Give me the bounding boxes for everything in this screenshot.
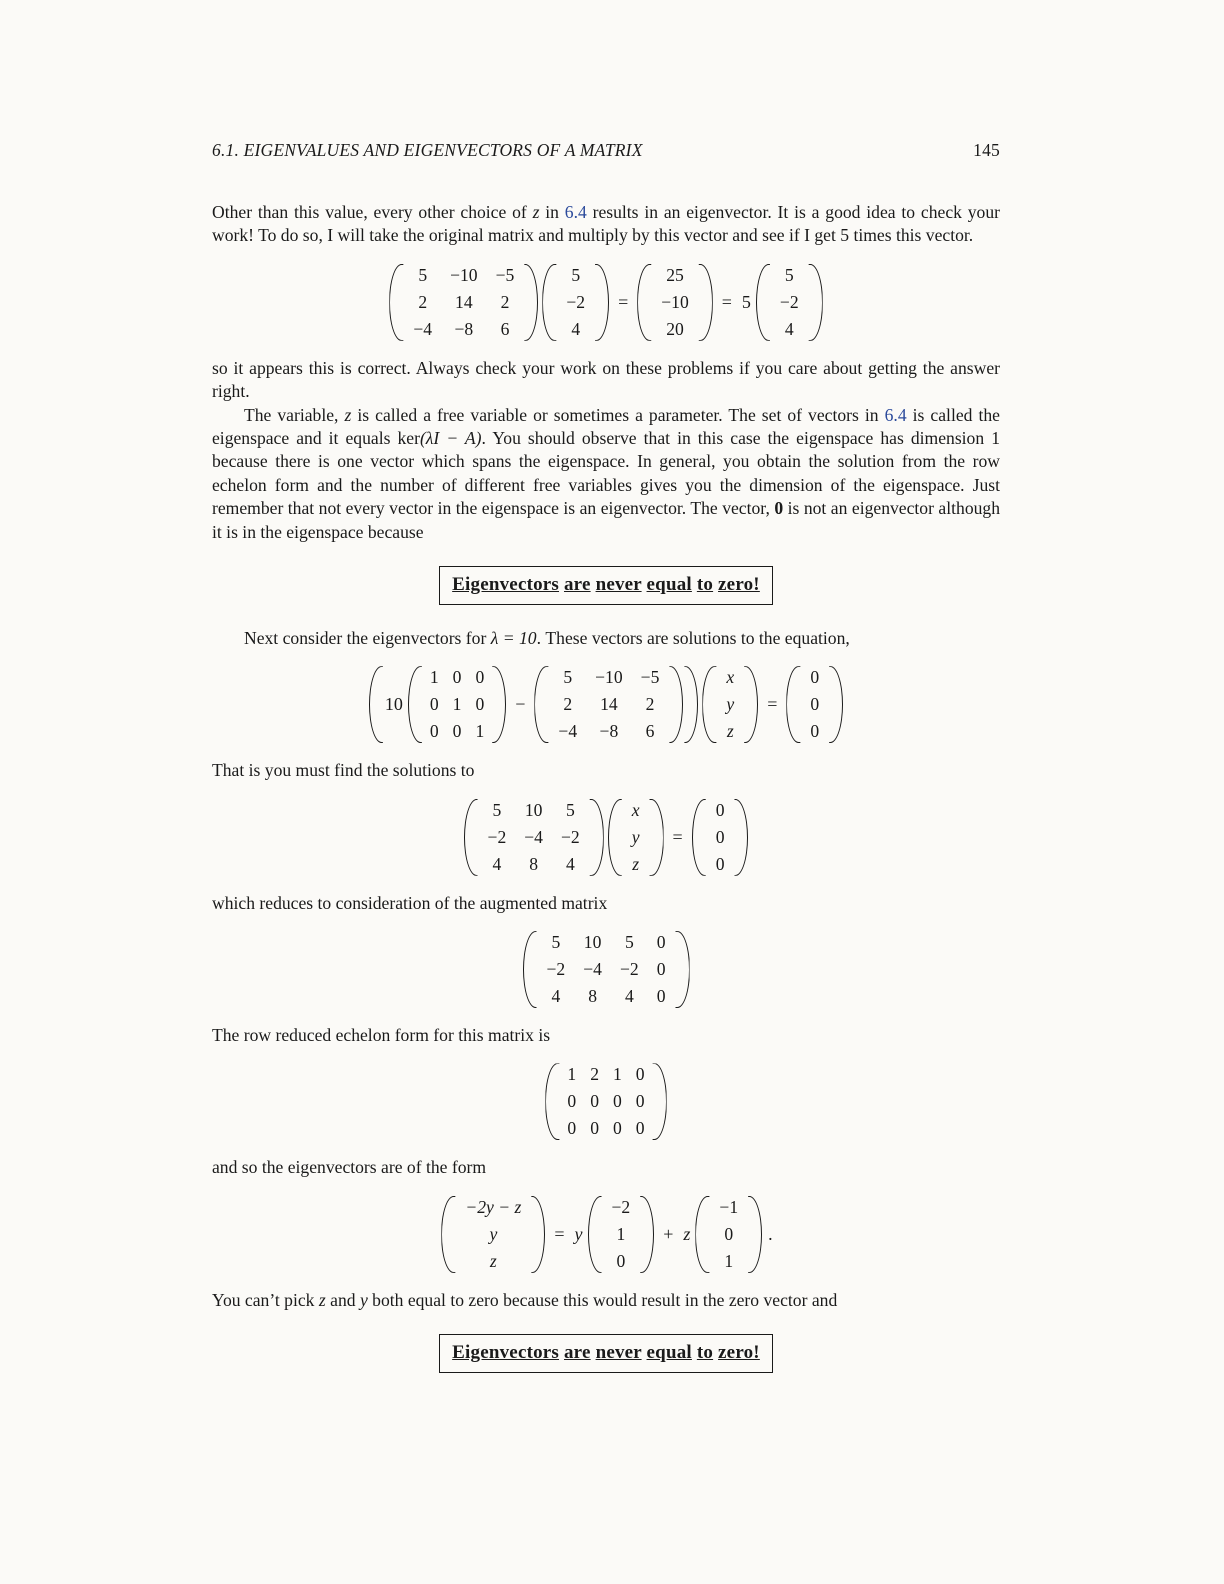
cell: 2 [590, 1064, 599, 1085]
cell: 5 [624, 932, 634, 953]
matrix-M-grid [479, 797, 589, 878]
identity-matrix-grid [423, 664, 491, 745]
cell: −4 [413, 318, 433, 339]
slogan-word-6: zero! [718, 573, 760, 595]
slogan-word-3: never [595, 573, 642, 595]
cell: −1 [719, 1196, 739, 1217]
identity-matrix [406, 664, 508, 745]
p3-kernel-expression: (λI − A) [419, 427, 482, 448]
cell: 0 [613, 1091, 622, 1112]
cell: −10 [450, 264, 478, 285]
cross-reference-6-4-second[interactable]: 6.4 [884, 404, 907, 425]
paren-left [588, 1194, 601, 1275]
equation-rref-matrix [212, 1061, 1000, 1142]
paren-right [810, 262, 823, 343]
cell: 5 [563, 667, 573, 688]
matrix-A-grid [404, 262, 523, 343]
cell: 0 [810, 667, 820, 688]
equals-sign-2: = [721, 291, 732, 312]
paren-left [608, 797, 621, 878]
cell: −8 [454, 318, 474, 339]
cell: −10 [595, 667, 623, 688]
cell: 1 [724, 1250, 734, 1271]
p4-text-b: . These vectors are solutions to the equation, [536, 627, 850, 648]
p1-text-a: Other than this value, every other choice of [212, 202, 533, 222]
p1-text-c: results in an eigenvector. It is a good idea to check your work! To do so, I will take the original matrix and multiply by this vector and see if I get 5 times this vector. [212, 202, 1000, 246]
cell: 4 [551, 986, 561, 1007]
cell: 0 [567, 1118, 577, 1139]
rref-matrix-grid [560, 1061, 651, 1142]
paren-right [677, 929, 690, 1010]
cell: 4 [571, 318, 581, 339]
cell: y [489, 1223, 498, 1244]
p1-var-z: z [532, 202, 540, 222]
cell: 5 [492, 799, 502, 820]
cell: −2 [619, 959, 639, 980]
p4-lambda-value: λ = 10 [490, 627, 537, 648]
slogan-word-5: to [696, 1342, 714, 1364]
cell: 2 [500, 291, 510, 312]
cell: 0 [656, 932, 666, 953]
p3-text-a: The variable, [244, 404, 345, 425]
cell: 4 [565, 853, 575, 874]
cell: z [489, 1250, 497, 1271]
paren-right [685, 664, 698, 745]
cell: 0 [715, 826, 725, 847]
scalar-y: y [574, 1223, 583, 1244]
p3-text-b: is called a free variable or sometimes a parameter. The set of vectors in [351, 404, 885, 425]
cell: 25 [666, 264, 684, 285]
equals-sign: = [672, 826, 683, 847]
cell: −4 [524, 826, 543, 847]
paren-right [651, 797, 664, 878]
cell: 0 [616, 1250, 626, 1271]
cell: 6 [645, 721, 655, 742]
paren-left [695, 1194, 708, 1275]
cell: 14 [455, 291, 473, 312]
vector-v [540, 262, 611, 343]
cell: 0 [656, 986, 666, 1007]
page-number: 145 [973, 140, 1000, 160]
paren-left [523, 929, 536, 1010]
paren-right [830, 664, 843, 745]
scalar-5: 5 [741, 291, 751, 312]
zero-vector-grid [801, 664, 828, 745]
equation-eigenvector-form [212, 1194, 1000, 1275]
cell: 4 [784, 318, 794, 339]
cell: −5 [640, 667, 660, 688]
cell: 0 [613, 1118, 622, 1139]
slogan-box-1 [439, 566, 773, 605]
cell: 4 [624, 986, 634, 1007]
slogan-box-2 [439, 1334, 773, 1373]
vector-xyz [700, 664, 760, 745]
scalar-10: 10 [384, 694, 403, 715]
paren-left [702, 664, 715, 745]
matrix-A-2-grid [549, 664, 668, 745]
vector-v-repeat-grid [771, 262, 808, 343]
cell: 1 [475, 721, 485, 742]
vector-xyz-2-grid [623, 797, 649, 878]
cell: 0 [635, 1118, 645, 1139]
slogan-box-2-wrapper [212, 1334, 1000, 1373]
cell: y [726, 694, 735, 715]
paren-right [596, 262, 609, 343]
cell: 0 [715, 799, 725, 820]
p3-var-z: z [344, 404, 352, 425]
cell: 0 [590, 1091, 599, 1112]
paragraph-3 [212, 404, 1000, 544]
cell: 5 [571, 264, 581, 285]
cell: 0 [429, 721, 439, 742]
cell: 0 [635, 1091, 645, 1112]
cell: 10 [583, 932, 602, 953]
cell: 0 [590, 1118, 599, 1139]
cell: 0 [452, 721, 462, 742]
cell: −8 [599, 721, 619, 742]
cell: 6 [500, 318, 510, 339]
paren-left [464, 797, 477, 878]
cell: 0 [475, 667, 485, 688]
paren-right [591, 797, 604, 878]
basis-vector-1-grid [603, 1194, 640, 1275]
slogan-word-2: are [563, 1342, 591, 1364]
slogan-word-3: never [595, 1342, 642, 1364]
cell: 2 [563, 694, 573, 715]
plus-sign: + [663, 1223, 674, 1244]
cell: 0 [810, 694, 820, 715]
cell: 5 [565, 799, 575, 820]
cell: 0 [715, 853, 725, 874]
basis-vector-2-grid [710, 1194, 747, 1275]
zero-vector [784, 664, 845, 745]
matrix-A-2 [532, 664, 685, 745]
running-header [212, 140, 1000, 161]
paren-left [389, 262, 402, 343]
vector-v-repeat [754, 262, 825, 343]
basis-vector-2 [693, 1194, 764, 1275]
slogan-word-1: Eigenvectors [452, 1342, 560, 1364]
p4-text-a: Next consider the eigenvectors for [244, 627, 491, 648]
equation-lambda10-system [212, 664, 1000, 745]
p1-text-b: in [539, 202, 565, 222]
minus-sign: − [515, 694, 526, 715]
cell: 0 [724, 1223, 734, 1244]
paragraph-7: The row reduced echelon form for this matrix is [212, 1025, 551, 1046]
cell: z [726, 721, 734, 742]
p9-var-z: z [318, 1289, 326, 1310]
paren-right [700, 262, 713, 343]
cell: x [726, 667, 735, 688]
paragraph-1 [212, 201, 1000, 248]
period: . [768, 1223, 773, 1244]
augmented-matrix [521, 929, 692, 1010]
cell: x [631, 799, 640, 820]
cell: 14 [600, 694, 618, 715]
p9-var-y: y [359, 1289, 368, 1310]
cell: 1 [567, 1064, 577, 1085]
equation-check-multiplication [212, 262, 1000, 343]
cell: 1 [452, 694, 462, 715]
cell: −2 [546, 959, 566, 980]
cell: −2 [611, 1196, 631, 1217]
outer-group [367, 664, 701, 745]
slogan-word-1: Eigenvectors [452, 573, 560, 595]
cross-reference-6-4[interactable]: 6.4 [564, 202, 587, 222]
zero-vector-2-grid [707, 797, 734, 878]
p9-text-c: both equal to zero because this would result in the zero vector and [367, 1289, 838, 1310]
cell: −4 [583, 959, 602, 980]
cell: 10 [524, 799, 543, 820]
cell: 0 [810, 721, 820, 742]
slogan-word-2: are [563, 573, 591, 595]
cell: 8 [529, 853, 539, 874]
basis-vector-1 [586, 1194, 657, 1275]
cell: 5 [784, 264, 794, 285]
paragraph-5: That is you must find the solutions to [212, 760, 475, 781]
p3-text-d: . You should observe that in this case the eigenspace has dimension 1 because there is one vector which spans the eigenspace. In general, you obtain the solution from the row echelon form and the number of different free variables gives you the dimension of the eigenspace. Just remember that not every vector in the eigenspace is an eigenvector. The vector, [212, 427, 1000, 519]
paren-right [745, 664, 758, 745]
cell: −5 [495, 264, 515, 285]
paren-right [493, 664, 506, 745]
p3-zero-vector: 0 [774, 498, 784, 519]
cell: 1 [616, 1223, 626, 1244]
matrix-M [462, 797, 606, 878]
paren-right [670, 664, 683, 745]
rref-matrix [543, 1061, 668, 1142]
vector-v-grid [557, 262, 594, 343]
paren-right [641, 1194, 654, 1275]
cell: 8 [588, 986, 597, 1007]
cell: −2 [779, 291, 799, 312]
cell: 0 [635, 1064, 645, 1085]
paren-left [369, 664, 382, 745]
paragraph-2: so it appears this is correct. Always check your work on these problems if you care about getting the answer right. [212, 357, 1000, 402]
paragraph-6: which reduces to consideration of the augmented matrix [212, 892, 608, 913]
p3-text-c: is called the eigenspace and it equals ker [212, 404, 1000, 448]
cell: −2 [560, 826, 580, 847]
p9-text-a: You can’t pick [212, 1289, 319, 1310]
cell: 5 [551, 932, 561, 953]
paragraph-8: and so the eigenvectors are of the form [212, 1157, 487, 1178]
cell: −10 [661, 291, 689, 312]
paren-right [735, 797, 748, 878]
cell: 1 [613, 1064, 622, 1085]
cell: 0 [475, 694, 485, 715]
paren-left [534, 664, 547, 745]
cell: z [632, 853, 640, 874]
paren-left [692, 797, 705, 878]
equals-sign: = [554, 1223, 565, 1244]
equation-solve-system [212, 797, 1000, 878]
paren-right [654, 1061, 667, 1142]
header-section-title: 6.1. EIGENVALUES AND EIGENVECTORS OF A MATRIX [212, 140, 643, 160]
vector-Av [635, 262, 715, 343]
cell: 0 [656, 959, 666, 980]
paragraph-9 [212, 1289, 1000, 1312]
cell: −2y − z [465, 1196, 522, 1217]
equals-sign: = [618, 291, 629, 312]
paren-left [637, 262, 650, 343]
slogan-word-6: zero! [718, 1342, 760, 1364]
cell: 0 [429, 694, 439, 715]
cell: 0 [567, 1091, 577, 1112]
augmented-matrix-grid [538, 929, 675, 1010]
cell: y [631, 826, 640, 847]
matrix-A [387, 262, 540, 343]
cell: 0 [452, 667, 462, 688]
vector-xyz-2 [606, 797, 666, 878]
eigenvector-general [439, 1194, 547, 1275]
cell: −2 [566, 291, 586, 312]
scalar-z: z [683, 1223, 691, 1244]
paren-right [532, 1194, 545, 1275]
paren-left [441, 1194, 454, 1275]
eigenvector-general-grid [456, 1194, 530, 1275]
equation-augmented-matrix [212, 929, 1000, 1010]
zero-vector-2 [690, 797, 751, 878]
paren-left [408, 664, 421, 745]
cell: 2 [418, 291, 428, 312]
paren-left [542, 262, 555, 343]
cell: 20 [666, 318, 684, 339]
slogan-word-4: equal [646, 573, 692, 595]
equals-sign: = [767, 694, 778, 715]
p3-text-e: is not an eigenvector although it is in the eigenspace because [212, 498, 1000, 542]
page-content [212, 140, 1000, 1395]
p9-text-b: and [325, 1289, 360, 1310]
cell: −2 [487, 826, 507, 847]
cell: 2 [645, 694, 655, 715]
vector-xyz-grid [717, 664, 743, 745]
paren-right [525, 262, 538, 343]
cell: 5 [418, 264, 428, 285]
cell: 1 [429, 667, 439, 688]
paren-right [749, 1194, 762, 1275]
cell: −4 [558, 721, 578, 742]
paren-left [756, 262, 769, 343]
paragraph-4 [212, 627, 1000, 650]
slogan-box-1-wrapper [212, 566, 1000, 605]
paren-left [545, 1061, 558, 1142]
paren-left [786, 664, 799, 745]
vector-Av-grid [652, 262, 698, 343]
slogan-word-5: to [696, 573, 714, 595]
cell: 4 [492, 853, 502, 874]
slogan-word-4: equal [646, 1342, 692, 1364]
